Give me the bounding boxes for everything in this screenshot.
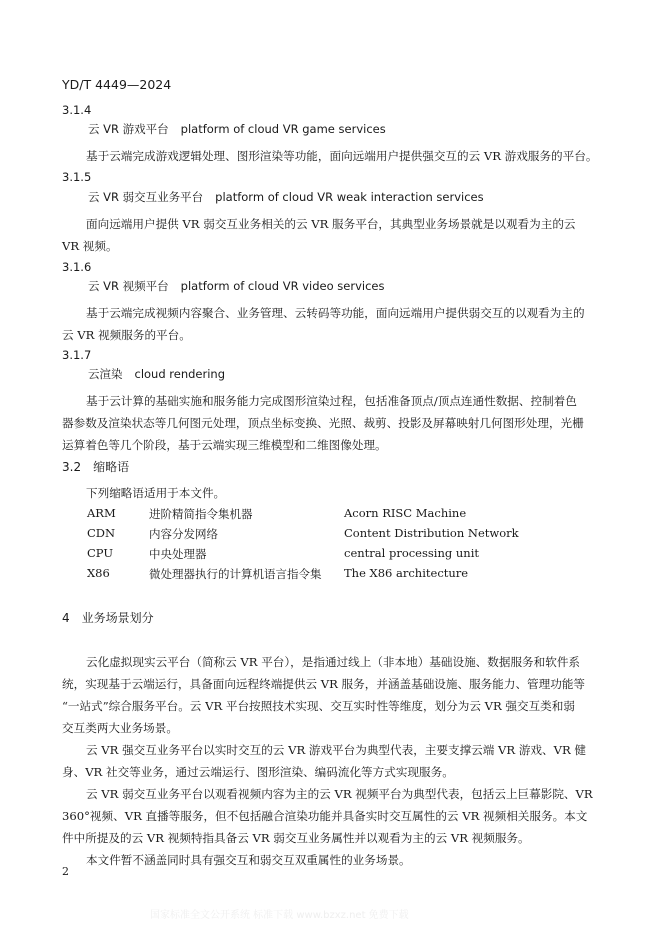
document-header: YD/T 4449—2024: [62, 77, 172, 92]
term-chinese: 云 VR 弱交互业务平台: [88, 190, 204, 204]
abbr-chinese: 微处理器执行的计算机语言指令集: [149, 567, 322, 581]
section-title: 缩略语: [93, 460, 130, 474]
term-chinese: 云 VR 游戏平台: [88, 122, 169, 136]
term-definition: 基于云端完成视频内容聚合、业务管理、云转码等功能，面向远端用户提供弱交互的以观看为主的 云 VR 视频服务的平台。: [62, 306, 585, 342]
abbr-code: X86: [87, 566, 110, 580]
section-number: 4: [62, 611, 70, 625]
term-english: platform of cloud VR video services: [180, 279, 385, 293]
abbr-code: CPU: [87, 546, 114, 560]
term-number: 3.1.5: [62, 170, 92, 184]
watermark: 国家标准全文公开系统 标准下载 www.bzxz.net 免费下载: [150, 910, 409, 921]
abbreviation-intro: 下列缩略语适用于本文件。: [86, 486, 226, 500]
term-definition: 基于云端完成游戏逻辑处理、图形渲染等功能，面向远端用户提供强交互的云 VR 游戏服务的平台。: [86, 149, 598, 163]
body-paragraph: 云化虚拟现实云平台（简称云 VR 平台），是指通过线上（非本地）基础设施、数据服务和软件系 统，实现基于云端运行，具备面向远程终端提供云 VR 服务，并涵盖基础设施、服务能力、管理功能等 “一站式”综合服务平台。云 VR 平台按照技术实现、交互实时性等维度，划分为云 VR 强交互类和弱 交互类两大业务场景。: [62, 655, 586, 735]
abbr-chinese: 中央处理器: [149, 547, 207, 561]
term-number: 3.1.4: [62, 103, 92, 117]
body-paragraph: 云 VR 弱交互业务平台以观看视频内容为主的云 VR 视频平台为典型代表，包括云上巨幕影院、VR 360°视频、VR 直播等服务，但不包括融合渲染功能并具备实时交互属性的云 VR 视频相关服务。本文 件中所提及的云 VR 视频特指具备云 VR 弱交互业务属性并以观看为主的云 VR 视频服务。: [62, 787, 593, 845]
abbr-english: The X86 architecture: [344, 566, 469, 580]
section-title: 业务场景划分: [81, 611, 154, 625]
abbr-chinese: 内容分发网络: [149, 527, 218, 541]
term-chinese: 云 VR 视频平台: [88, 279, 169, 293]
section-heading: [62, 609, 154, 626]
term-title: [88, 189, 484, 205]
term-english: platform of cloud VR weak interaction services: [215, 190, 484, 204]
term-english: cloud rendering: [134, 367, 226, 381]
term-definition: 面向远端用户提供 VR 弱交互业务相关的云 VR 服务平台，其典型业务场景就是以观看为主的云 VR 视频。: [62, 217, 576, 253]
term-chinese: 云渲染: [88, 367, 123, 381]
abbr-english: Acorn RISC Machine: [344, 506, 467, 520]
abbr-chinese: 进阶精简指令集机器: [149, 507, 253, 521]
term-title: [88, 366, 225, 382]
term-number: 3.1.6: [62, 260, 92, 274]
term-title: [88, 121, 386, 137]
term-title: [88, 278, 385, 294]
section-heading: [62, 458, 129, 475]
section-number: 3.2: [62, 460, 82, 474]
body-paragraph: 本文件暂不涵盖同时具有强交互和弱交互双重属性的业务场景。: [86, 853, 411, 867]
abbr-code: ARM: [87, 506, 116, 520]
abbr-english: Content Distribution Network: [344, 526, 519, 540]
abbr-english: central processing unit: [344, 546, 480, 560]
term-definition: 基于云计算的基础实施和服务能力完成图形渲染过程，包括准备顶点/顶点连通性数据、控制着色 器参数及渲染状态等几何图元处理，顶点坐标变换、光照、裁剪、投影及屏幕映射几何图形处理，光栅 运算着色等几个阶段，基于云端实现三维模型和二维图像处理。: [62, 394, 584, 452]
term-english: platform of cloud VR game services: [180, 122, 386, 136]
term-number: 3.1.7: [62, 348, 92, 362]
abbr-code: CDN: [87, 526, 116, 540]
page-number: 2: [62, 865, 69, 878]
body-paragraph: 云 VR 强交互业务平台以实时交互的云 VR 游戏平台为典型代表，主要支撑云端 VR 游戏、VR 健 身、VR 社交等业务，通过云端运行、图形渲染、编码流化等方式实现服务。: [62, 743, 586, 779]
